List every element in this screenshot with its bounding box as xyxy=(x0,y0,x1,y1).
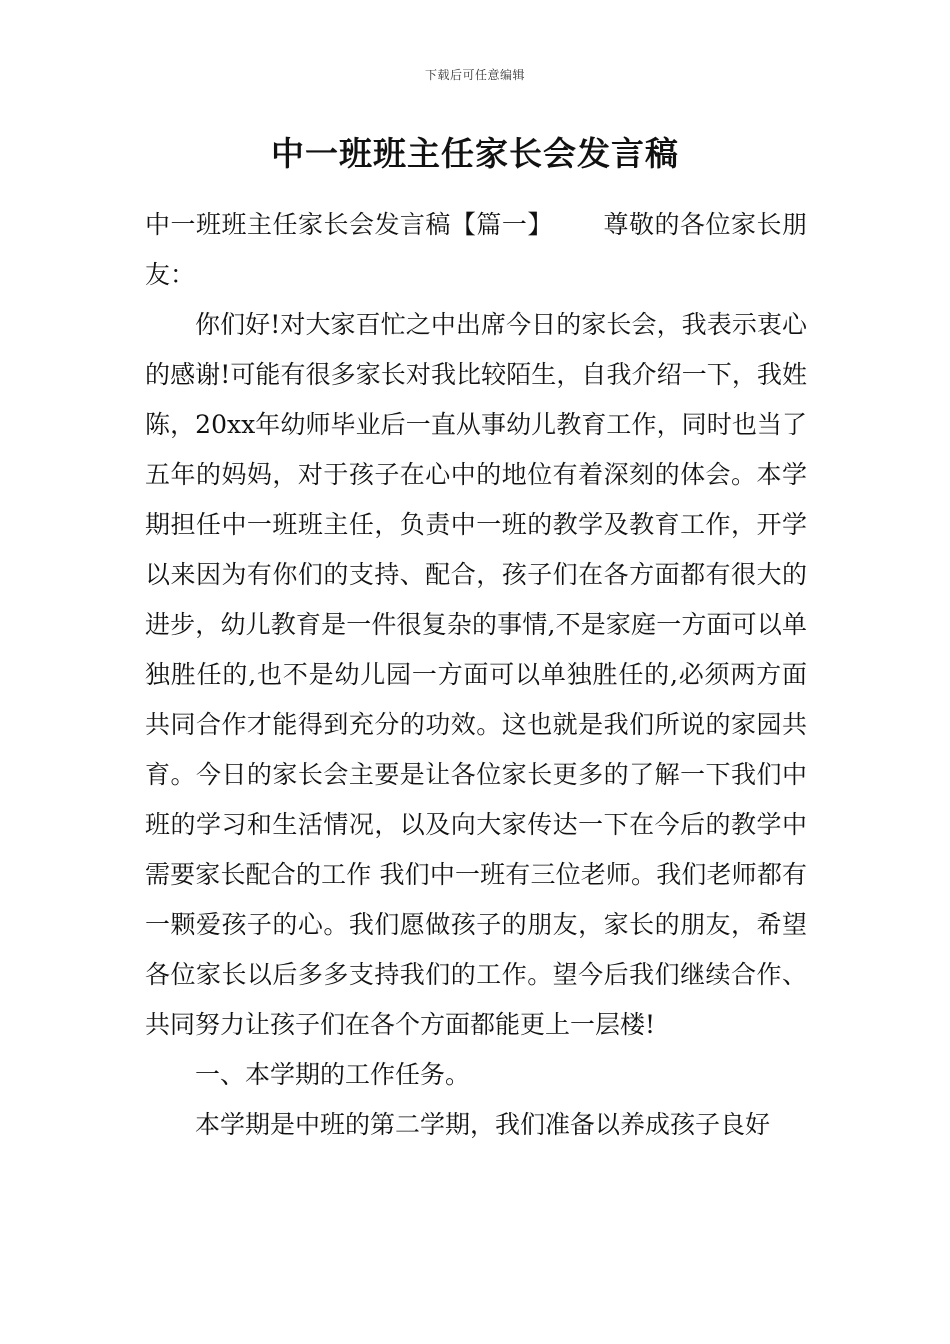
paragraph-section-body: 本学期是中班的第二学期，我们准备以养成孩子良好 xyxy=(195,1110,771,1139)
paragraph-intro: 中一班班主任家长会发言稿【篇一】 尊敬的各位家长朋友： xyxy=(145,210,807,289)
document-body xyxy=(145,200,807,1150)
paragraph-greeting: 你们好!对大家百忙之中出席今日的家长会，我表示衷心的感谢!可能有很多家长对我比较陌生，自我介绍一下，我姓陈，20xx年幼师毕业后一直从事幼儿教育工作，同时也当了五年的妈妈，对于孩子在心中的地位有着深刻的体会。本学期担任中一班班主任，负责中一班的教学及教育工作，开学以来因为有你们的支持、配合，孩子们在各方面都有很大的进步，幼儿教育是一件很复杂的事情,不是家庭一方面可以单独胜任的,也不是幼儿园一方面可以单独胜任的,必须两方面共同合作才能得到充分的功效。这也就是我们所说的家园共育。今日的家长会主要是让各位家长更多的了解一下我们中班的学习和生活情况，以及向大家传达一下在今后的教学中需要家长配合的工作 我们中一班有三位老师。我们老师都有一颗爱孩子的心。我们愿做孩子的朋友，家长的朋友，希望各位家长以后多多支持我们的工作。望今后我们继续合作、共同努力让孩子们在各个方面都能更上一层楼! xyxy=(145,310,807,1039)
header-note: 下载后可任意编辑 xyxy=(424,68,525,82)
page-title: 中一班班主任家长会发言稿 xyxy=(271,134,679,173)
paragraph-section-heading: 一、本学期的工作任务。 xyxy=(195,1060,471,1089)
